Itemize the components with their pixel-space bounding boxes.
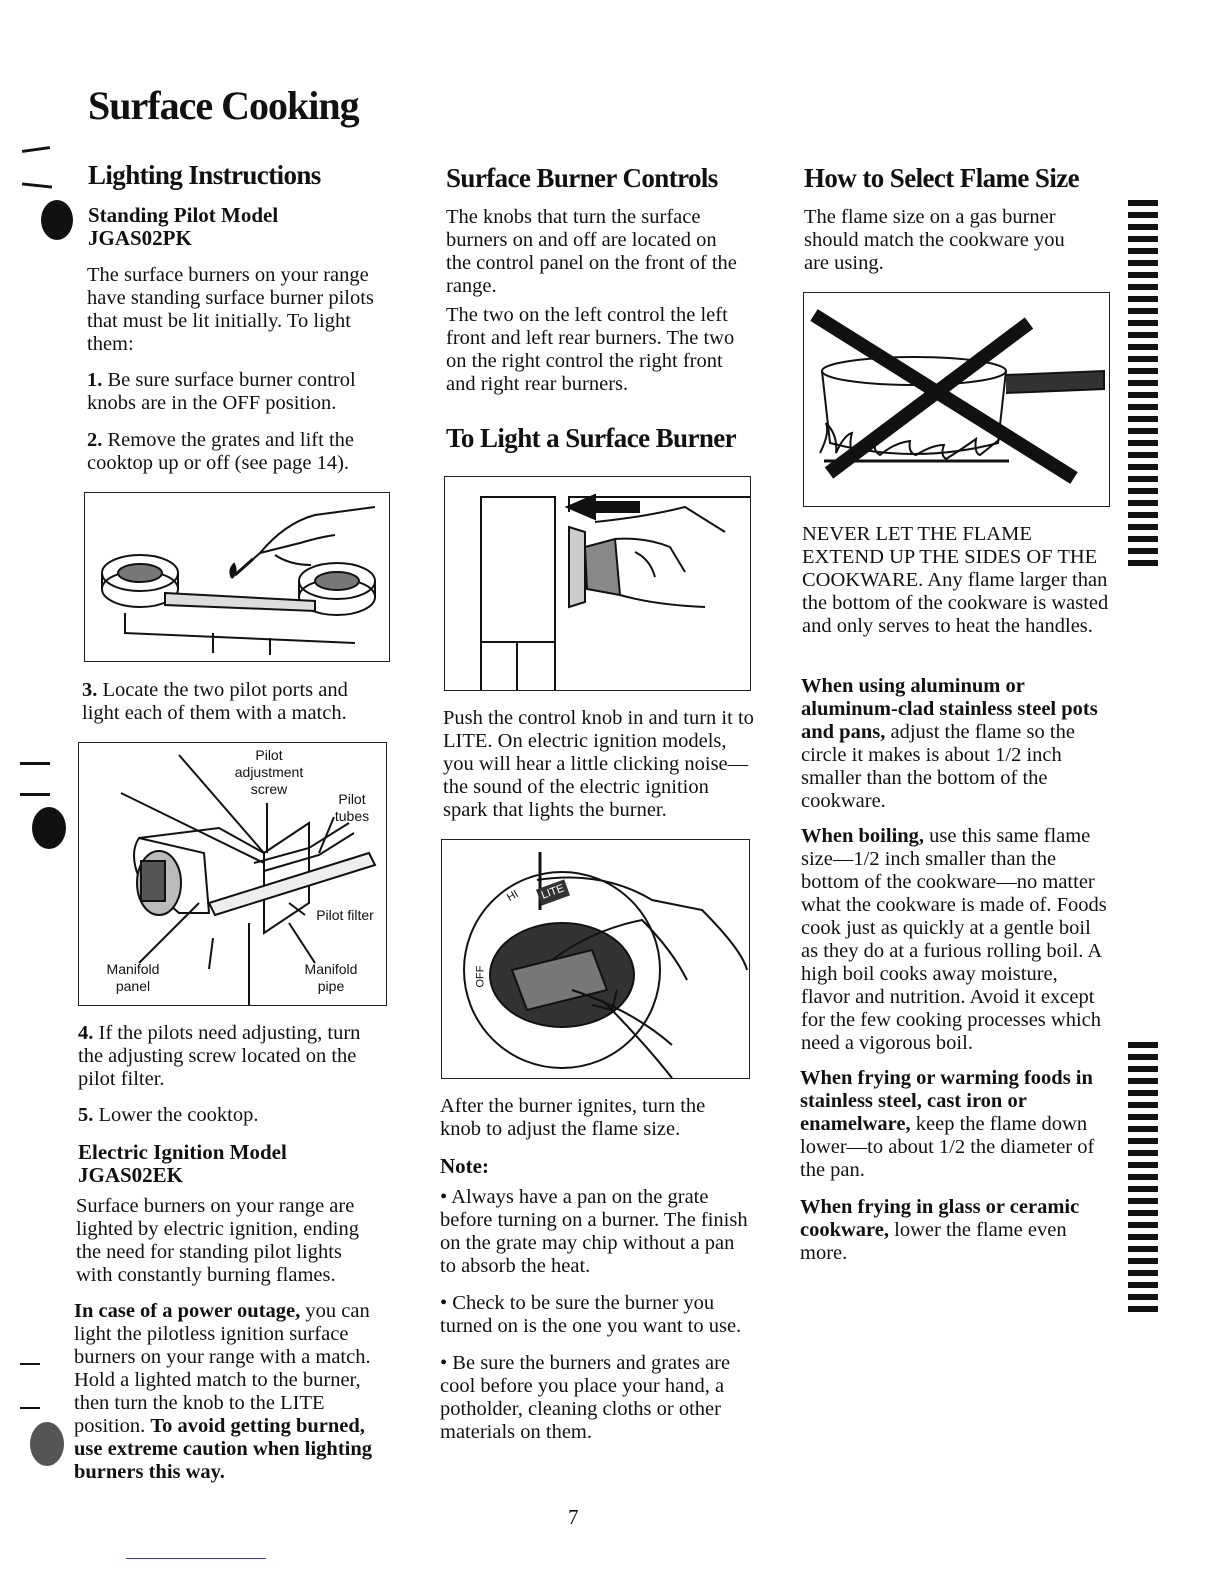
frying-glass-text: When frying in glass or ceramic cookware, lower the flame even more. <box>800 1196 1080 1264</box>
page-title: Surface Cooking <box>88 83 359 128</box>
margin-mark <box>20 1407 40 1409</box>
aluminum-text: When using aluminum or aluminum-clad stainless steel pots and pans, adjust the flame so the circle it makes is about 1/2 inch smaller than the bottom of the cookware. <box>801 675 1098 812</box>
push-knob-text: Push the control knob in and turn it to LITE. On electric ignition models, you will hear a little clicking noise—the sound of the electric ignition spark that lights the burner. <box>443 707 754 821</box>
footer-rule <box>126 1558 266 1559</box>
knob-label-lite: LITE <box>536 879 570 905</box>
crossed-out-flame-illustration <box>803 292 1110 507</box>
edge-index-marks-top <box>1128 200 1158 570</box>
heading-lighting-instructions: Lighting Instructions <box>88 160 321 190</box>
binder-hole <box>41 200 73 240</box>
binder-hole <box>30 1422 64 1466</box>
controls-text-1: The knobs that turn the surface burners on and off are located on the control panel on the front of the range. <box>446 206 737 297</box>
intro-text: The surface burners on your range have standing surface burner pilots that must be lit initially. To light them: <box>87 264 374 355</box>
subheading-standing-pilot: Standing Pilot Model JGAS02PK <box>88 203 279 250</box>
label-manifold-panel: Manifold panel <box>106 961 160 994</box>
controls-text-2: The two on the left control the left front and left rear burners. The two on the right control the right front and right rear burners. <box>446 304 735 395</box>
margin-mark <box>22 182 52 188</box>
pilot-lighting-illustration <box>84 492 390 662</box>
page-number: 7 <box>568 1505 579 1529</box>
label-manifold-pipe: Manifold pipe <box>304 961 358 994</box>
margin-mark <box>20 793 50 796</box>
margin-mark <box>22 146 50 153</box>
heading-to-light-burner: To Light a Surface Burner <box>446 423 737 453</box>
knob-dial-illustration <box>441 839 750 1079</box>
heading-flame-size: How to Select Flame Size <box>804 163 1080 193</box>
knob-label-hi: HI <box>504 888 521 905</box>
note-2: • Check to be sure the burner you turned on is the one you want to use. <box>440 1292 742 1337</box>
edge-index-marks-bottom <box>1128 1042 1158 1312</box>
flame-warning-text: NEVER LET THE FLAME EXTEND UP THE SIDES OF THE COOKWARE. Any flame larger than the bottom of the cookware is wasted and only serves to heat the handles. <box>802 523 1109 637</box>
note-1: • Always have a pan on the grate before turning on a burner. The finish on the grate may chip without a pan to absorb the heat. <box>440 1186 748 1277</box>
electric-ignition-text: Surface burners on your range are lighted by electric ignition, ending the need for standing pilot lights with constantly burning flames. <box>76 1195 359 1286</box>
power-outage-text: In case of a power outage, you can light the pilotless ignition surface burners on your range with a match. Hold a lighted match to the burner, then turn the knob to the LITE position. To avoid getting burned, use extreme caution when lighting burners this way. <box>74 1300 373 1483</box>
margin-mark <box>20 1363 40 1365</box>
knob-label-off: OFF <box>474 965 487 988</box>
boiling-text: When boiling, use this same flame size—1/2 inch smaller than the bottom of the cookware—no matter what the cookware is made of. Foods cook just as quickly at a gentle boil as they do at a furious rolling boil. A high boil cooks away moisture, flavor and nutrition. Avoid it except for the few cooking processes which need a vigorous boil. <box>801 825 1107 1054</box>
note-heading: Note: <box>440 1154 489 1178</box>
step-3: 3. Locate the two pilot ports and light each of them with a match. <box>82 679 348 724</box>
note-3: • Be sure the burners and grates are cool before you place your hand, a potholder, cleaning cloths or other materials on them. <box>440 1352 731 1443</box>
flame-size-intro: The flame size on a gas burner should match the cookware you are using. <box>804 206 1065 274</box>
label-pilot-filter: Pilot filter <box>316 907 374 923</box>
label-pilot-tubes: Pilot tubes <box>334 791 370 824</box>
step-4: 4. If the pilots need adjusting, turn the adjusting screw located on the pilot filter. <box>78 1022 361 1090</box>
binder-hole <box>32 807 66 849</box>
step-2: 2. Remove the grates and lift the cooktop up or off (see page 14). <box>87 429 354 474</box>
margin-mark <box>20 762 50 765</box>
after-ignite-text: After the burner ignites, turn the knob to adjust the flame size. <box>440 1095 706 1140</box>
step-1: 1. Be sure surface burner control knobs are in the OFF position. <box>87 369 356 414</box>
push-knob-illustration <box>444 476 751 691</box>
frying-steel-text: When frying or warming foods in stainless steel, cast iron or enamelware, keep the flame down lower—to about 1/2 the diameter of the pan. <box>800 1067 1095 1181</box>
heading-surface-burner-controls: Surface Burner Controls <box>446 163 718 193</box>
pilot-filter-diagram <box>78 742 387 1006</box>
label-pilot-adjustment-screw: Pilot adjustment screw <box>234 747 304 797</box>
step-5: 5. Lower the cooktop. <box>78 1104 259 1126</box>
subheading-electric-ignition: Electric Ignition Model JGAS02EK <box>78 1140 287 1187</box>
